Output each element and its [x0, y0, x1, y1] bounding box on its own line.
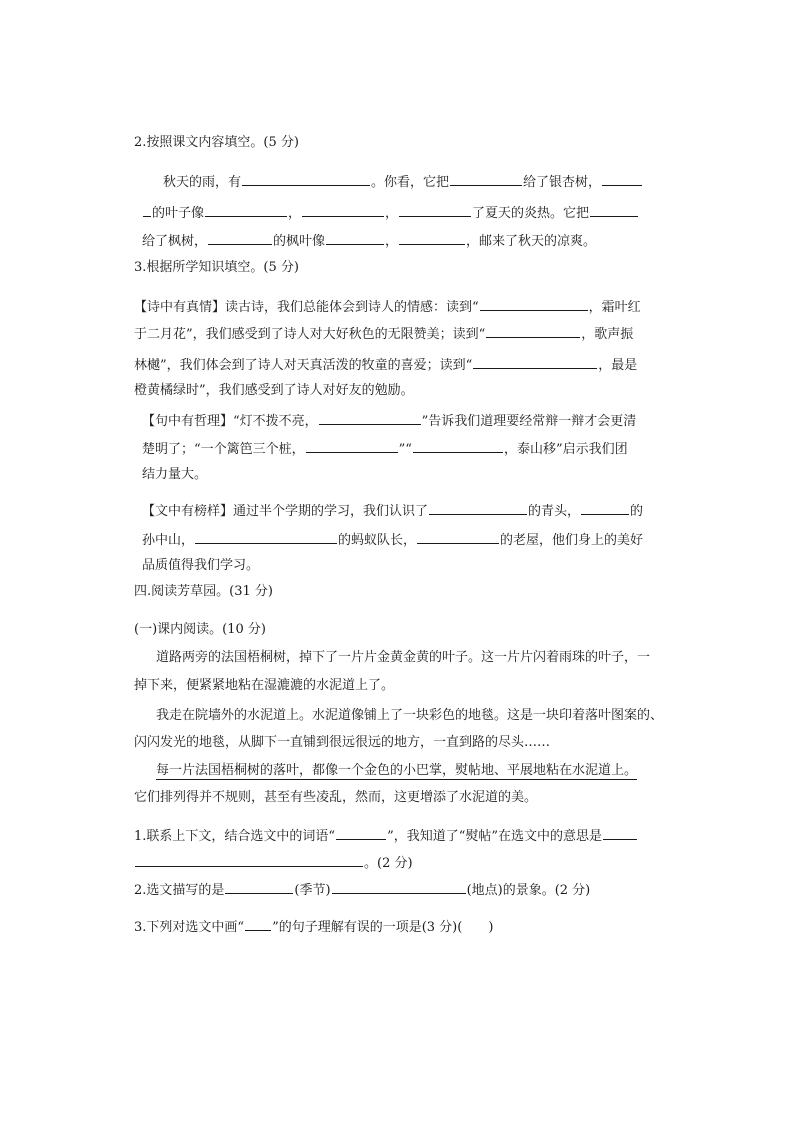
blank[interactable]: [473, 354, 597, 369]
underlined-sentence: 每一片法国梧桐树的落叶，都像一个金色的小巴掌，熨帖地、平展地粘在水泥道上。: [156, 763, 638, 778]
blank[interactable]: [242, 171, 370, 186]
poem-line4: 橙黄橘绿时”，我们感受到了诗人对好友的勉励。: [134, 383, 414, 398]
blank[interactable]: [450, 171, 522, 186]
blank[interactable]: [319, 410, 421, 425]
saying-line3: 结力量大。: [142, 467, 208, 482]
q2-title: 2.按照课文内容填空。(5 分): [134, 135, 299, 150]
blank[interactable]: [413, 438, 503, 453]
model-line3: 品质值得我们学习。: [142, 558, 260, 573]
q2-line1: 秋天的雨，有 。你看，它把 给了银杏树，: [163, 171, 643, 193]
blank[interactable]: [205, 202, 287, 217]
model-line1: 【文中有榜样】通过半个学期的学习，我们认识了 的青头， 的: [142, 500, 643, 522]
blank[interactable]: [486, 323, 580, 338]
reading-q3: 3.下列对选文中画“ ”的句子理解有误的一项是(3 分)( ): [134, 916, 493, 938]
blank: [245, 916, 271, 931]
blank[interactable]: [417, 529, 499, 544]
blank[interactable]: [603, 825, 637, 840]
reading-q1-line1: 1.联系上下文，结合选文中的词语“ ”，我知道了“熨帖”在选文中的意思是: [134, 825, 638, 847]
blank[interactable]: [195, 529, 337, 544]
poem-line1: 【诗中有真情】读古诗，我们总能体会到诗人的情感：读到“ ，霜叶红: [134, 296, 641, 318]
reading-q2: 2.选文描写的是 (季节) (地点)的景象。(2 分): [134, 879, 590, 901]
passage-p3a: [156, 761, 637, 781]
poem-line3: 林樾”，我们体会到了诗人对天真活泼的牧童的喜爱；读到“ ，最是: [134, 354, 637, 376]
q2-line3: 给了枫树， 的枫叶像 ， ，邮来了秋天的凉爽。: [142, 230, 596, 252]
poem-line2: 于二月花”，我们感受到了诗人对大好秋色的无限赞美；读到“ ，歌声振: [134, 323, 633, 345]
blank[interactable]: [399, 202, 471, 217]
blank[interactable]: [208, 230, 272, 245]
saying-line2: 楚明了；“一个篱笆三个桩， ”“ ，泰山移”启示我们团: [142, 438, 628, 460]
blank[interactable]: [326, 230, 384, 245]
blank[interactable]: [306, 438, 398, 453]
blank[interactable]: [135, 852, 363, 867]
passage-p1a: 道路两旁的法国梧桐树，掉下了一片片金黄金黄的叶子。这一片片闪着雨珠的叶子，一: [156, 650, 651, 665]
blank[interactable]: [581, 500, 629, 515]
passage-p2a: 我走在院墙外的水泥道上。水泥道像铺上了一块彩色的地毯。这是一块印着落叶图案的、: [156, 708, 664, 723]
reading-q1-line2: 。(2 分): [134, 852, 413, 874]
q3-title: 3.根据所学知识填空。(5 分): [134, 260, 299, 275]
blank[interactable]: [225, 879, 293, 894]
blank[interactable]: [602, 171, 642, 186]
model-line2: 孙中山， 的蚂蚁队长， 的老屋，他们身上的美好: [142, 529, 643, 551]
blank[interactable]: [332, 879, 466, 894]
blank[interactable]: [480, 296, 588, 311]
blank[interactable]: [143, 202, 151, 217]
blank[interactable]: [590, 202, 638, 217]
section4-title: 四.阅读芳草园。(31 分): [134, 584, 273, 599]
subsection-title: (一)课内阅读。(10 分): [134, 622, 266, 637]
blank[interactable]: [302, 202, 384, 217]
passage-p1b: 掉下来，便紧紧地粘在湿漉漉的水泥道上了。: [134, 678, 395, 693]
blank[interactable]: [429, 500, 527, 515]
passage-p3b: 它们排列得并不规则，甚至有些凌乱，然而，这更增添了水泥道的美。: [134, 790, 538, 805]
saying-line1: 【句中有哲理】“灯不拨不亮， ”告诉我们道理要经常辩一辩才会更清: [142, 410, 636, 432]
blank[interactable]: [399, 230, 465, 245]
q2-line2: 的叶子像 ， ， 了夏天的炎热。它把: [142, 202, 639, 224]
passage-p2b: 闪闪发光的地毯，从脚下一直铺到很远很远的地方，一直到路的尽头……: [134, 735, 551, 750]
blank[interactable]: [336, 825, 386, 840]
